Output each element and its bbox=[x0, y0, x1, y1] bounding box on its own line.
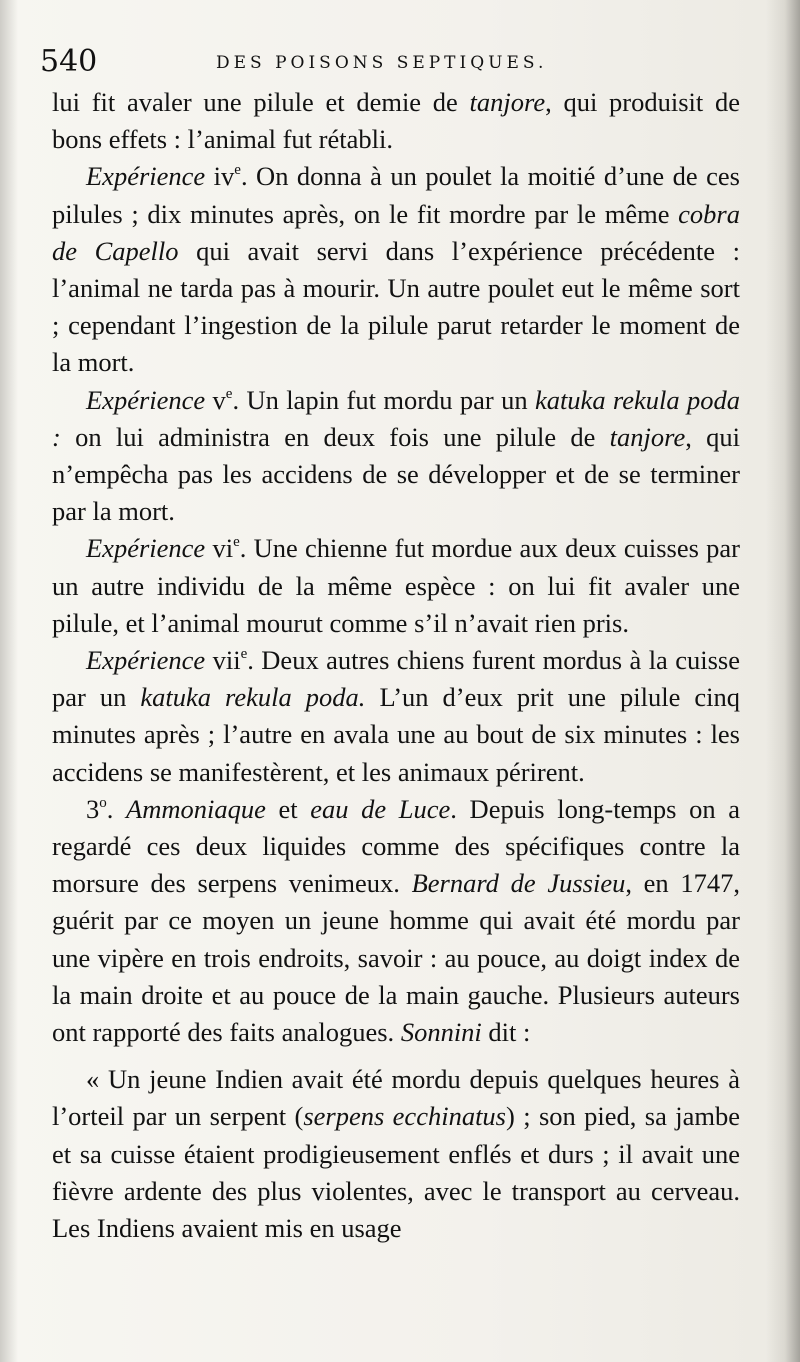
italic-text: tanjore bbox=[469, 87, 546, 117]
italic-text: Expérience bbox=[86, 533, 206, 564]
italic-text: cobra de Capello bbox=[52, 198, 740, 266]
paragraph-p4 bbox=[52, 530, 740, 642]
text-run: , qui produisit de bons effets : l’animal fut rétabli. bbox=[52, 87, 740, 155]
italic-text: katuka rekula poda : bbox=[52, 384, 741, 452]
paragraph-p5 bbox=[52, 642, 740, 791]
text-run: on lui administra en deux fois une pilule de bbox=[60, 421, 610, 452]
superscript: e bbox=[234, 162, 241, 179]
text-run: « Un jeune Indien avait été mordu depuis quelques heures à l’orteil par un serpent ( bbox=[52, 1064, 740, 1132]
superscript: o bbox=[99, 794, 107, 811]
italic-text: tanjore bbox=[609, 421, 686, 452]
italic-text: Ammoniaque bbox=[126, 793, 266, 824]
page-edge-shadow bbox=[766, 0, 800, 1362]
running-head bbox=[40, 42, 760, 82]
text-run: v bbox=[205, 384, 226, 415]
text-run: . Deux autres chiens furent mordus à la cuisse par un bbox=[52, 645, 740, 713]
text-run: L’un d’eux prit une pilule cinq minutes après ; l’autre en avala une au bout de six minutes : les accidens se manifestèrent, et les animaux périrent. bbox=[52, 682, 741, 787]
text-run: 3 bbox=[86, 793, 100, 824]
text-run: . Une chienne fut mordue aux deux cuisses par un autre individu de la même espèce : on lui fit avaler une pilule, et l’animal mourut comme s’il n’avait rien pris. bbox=[52, 533, 740, 638]
text-run: vi bbox=[205, 533, 234, 564]
superscript: e bbox=[233, 534, 240, 551]
text-run: dit : bbox=[481, 1017, 531, 1048]
text-run: , en 1747, guérit par ce moyen un jeune homme qui avait été mordu par une vipère en trois endroits, savoir : au pouce, au doigt index de la main droite et au pouce de la main gauche. Plusieurs auteurs ont rapporté des faits analogues. bbox=[52, 868, 740, 1048]
italic-text: Expérience bbox=[86, 161, 206, 192]
paragraph-p6 bbox=[52, 791, 740, 1051]
italic-text: Expérience bbox=[86, 645, 206, 676]
superscript: e bbox=[240, 646, 248, 663]
paragraph-p3 bbox=[52, 382, 740, 531]
text-run: . On donna à un poulet la moitié d’une de ces pilules ; dix minutes après, on le fit mordre par le même bbox=[52, 161, 740, 229]
text-run: . Un lapin fut mordu par un bbox=[232, 384, 535, 415]
paragraph-p2 bbox=[52, 158, 740, 381]
text-run: iv bbox=[205, 161, 235, 192]
italic-text: serpens ecchinatus bbox=[303, 1101, 506, 1132]
running-title: DES POISONS SEPTIQUES. bbox=[216, 53, 548, 73]
page-number: 540 bbox=[40, 44, 98, 79]
superscript: e bbox=[225, 385, 233, 402]
italic-text: Expérience bbox=[86, 384, 206, 415]
paragraph-p1 bbox=[52, 84, 740, 158]
text-run: lui fit avaler une pilule et demie de bbox=[52, 87, 470, 117]
text-run: vii bbox=[205, 645, 241, 676]
italic-text: Sonnini bbox=[400, 1017, 482, 1048]
text-run: . bbox=[106, 793, 127, 824]
text-run: . Depuis long-temps on a regardé ces deux liquides comme des spécifiques contre la morsure des serpens venimeux. bbox=[52, 793, 741, 899]
page-gutter-shadow bbox=[0, 0, 18, 1362]
text-run: ) ; son pied, sa jambe et sa cuisse étaient prodigieusement enflés et durs ; il avait une fièvre ardente des plus violentes, avec le transport au cerveau. Les Indiens avaient mis en usage bbox=[52, 1101, 740, 1244]
body-text bbox=[52, 84, 740, 1247]
text-run: et bbox=[265, 793, 311, 824]
italic-text: katuka rekula poda. bbox=[140, 682, 366, 713]
text-run: qui avait servi dans l’expérience précédente : l’animal ne tarda pas à mourir. Un autre poulet eut le même sort ; cependant l’ingestion de la pilule parut retarder le moment de la mort. bbox=[52, 235, 740, 378]
italic-text: Bernard de Jussieu bbox=[411, 868, 626, 899]
paragraph-p7 bbox=[52, 1061, 740, 1247]
text-run: , qui n’empêcha pas les accidens de se développer et de se terminer par la mort. bbox=[52, 421, 740, 527]
italic-text: eau de Luce bbox=[310, 793, 451, 824]
